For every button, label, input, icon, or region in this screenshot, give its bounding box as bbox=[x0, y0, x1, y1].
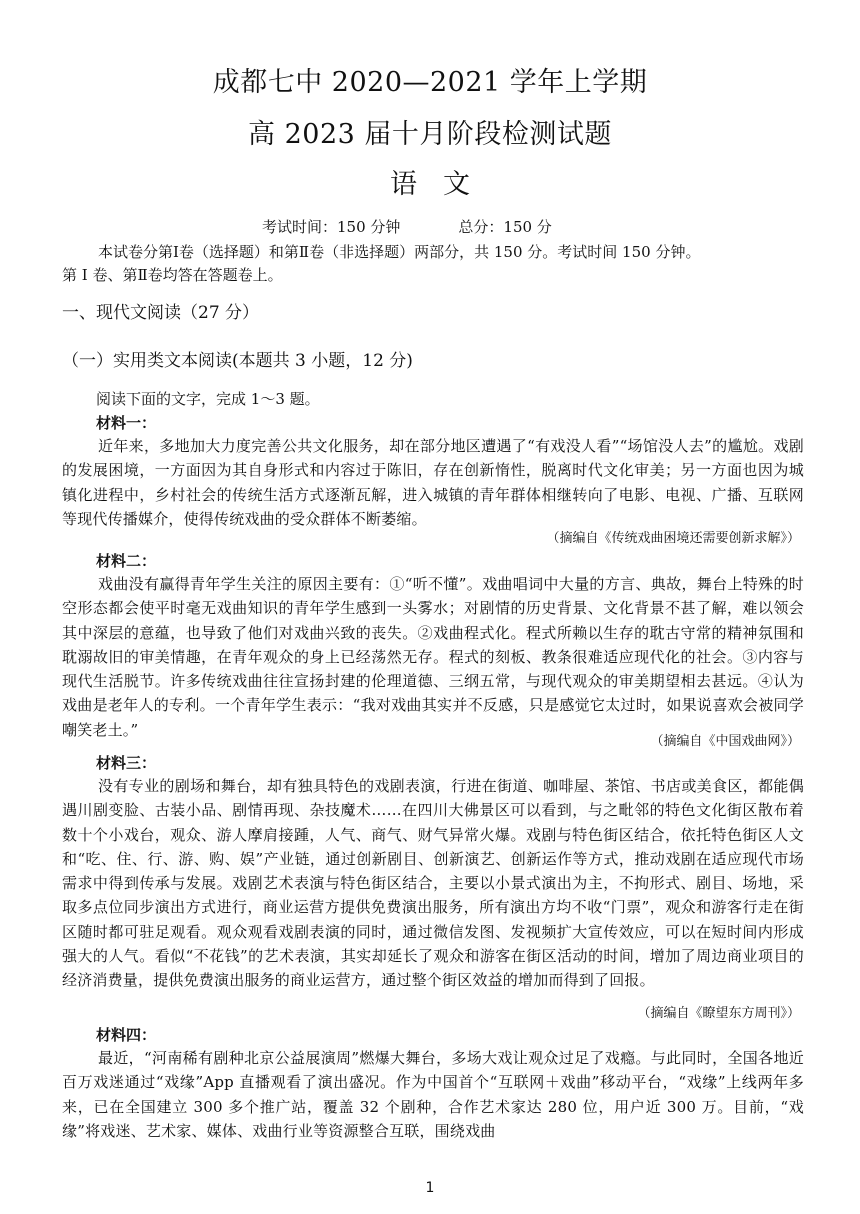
subject-title: 语文 bbox=[390, 169, 496, 200]
instructions-line1: 本试卷分第Ⅰ卷（选择题）和第Ⅱ卷（非选择题）两部分，共 150 分。考试时间 150 分钟。 bbox=[98, 243, 701, 261]
material-source: （摘编自《瞭望东方周刊》） bbox=[637, 1006, 800, 1021]
exam-title: 成都七中 2020—2021 学年上学期 bbox=[212, 67, 648, 98]
total-score: 总分：150 分 bbox=[458, 218, 552, 236]
exam-meta bbox=[262, 216, 552, 237]
material-text: 最近，“河南稀有剧种北京公益展演周”燃爆大舞台，多场大戏让观众过足了戏瘾。与此同时，全国各地近百万戏迷通过“戏缘”App 直播观看了演出盛况。作为中国首个“互联网＋戏曲”移动平台，“戏缘”上线两年多来，已在全国建立 300 多个推广站，覆盖 32 个剧种，合作艺术家达 280 位，用户近 300 万。目前，“戏缘”将戏迷、艺术家、媒体、戏曲行业等资源整合互联，围绕戏曲 bbox=[62, 1049, 804, 1140]
material-text: 近年来，多地加大力度完善公共文化服务，却在部分地区遭遇了“有戏没人看”“场馆没人去”的尴尬。戏剧的发展困境，一方面因为其自身形式和内容过于陈旧，存在创新惰性，脱离时代文化审美；另一方面也因为城镇化进程中，乡村社会的传统生活方式逐渐瓦解，进入城镇的青年群体相继转向了电影、电视、广播、互联网等现代传播媒介，使得传统戏曲的受众群体不断萎缩。 bbox=[62, 437, 804, 528]
material-label: 材料一： bbox=[96, 414, 157, 432]
reading-prompt: 阅读下面的文字，完成 1～3 题。 bbox=[96, 390, 320, 408]
instructions-line2: 第 Ⅰ 卷、第Ⅱ卷均答在答题卷上。 bbox=[62, 266, 283, 284]
subsection-heading: （一）实用类文本阅读(本题共 3 小题，12 分) bbox=[62, 351, 413, 371]
material-source: （摘编自《中国戏曲网》） bbox=[650, 734, 800, 749]
exam-subtitle: 高 2023 届十月阶段检测试题 bbox=[248, 119, 612, 150]
section-heading: 一、现代文阅读（27 分） bbox=[62, 303, 260, 323]
material-label: 材料四： bbox=[96, 1026, 157, 1044]
material-label: 材料三： bbox=[96, 754, 157, 772]
page-number: 1 bbox=[425, 1180, 435, 1196]
material-source: （摘编自《传统戏曲困境还需要创新求解》） bbox=[546, 531, 800, 546]
material-text: 戏曲没有赢得青年学生关注的原因主要有：①“听不懂”。戏曲唱词中大量的方言、典故，舞台上特殊的时空形态都会使平时毫无戏曲知识的青年学生感到一头雾水；对剧情的历史背景、文化背景不甚了解，难以领会其中深层的意蕴，也导致了他们对戏曲兴致的丧失。②戏曲程式化。程式所赖以生存的耽古守常的精神氛围和耽溺故旧的审美情趣，在青年观众的身上已经荡然无存。程式的刻板、教条很难适应现代化的社会。③内容与现代生活脱节。许多传统戏曲往往宣扬封建的伦理道德、三纲五常，与现代观众的审美期望相去甚远。④认为戏曲是老年人的专利。一个青年学生表示：“我对戏曲其实并不反感，只是感觉它太过时，如果说喜欢会被同学嘲笑老土。” bbox=[62, 575, 804, 739]
exam-time: 考试时间：150 分钟 bbox=[262, 218, 401, 236]
material-label: 材料二： bbox=[96, 552, 157, 570]
material-text: 没有专业的剧场和舞台，却有独具特色的戏剧表演，行进在街道、咖啡屋、茶馆、书店或美食区，都能偶遇川剧变脸、古装小品、剧情再现、杂技魔术……在四川大佛景区可以看到，与之毗邻的特色文化街区散布着数十个小戏台，观众、游人摩肩接踵，人气、商气、财气异常火爆。戏剧与特色街区结合，依托特色街区人文和“吃、住、行、游、购、娱”产业链，通过创新剧目、创新演艺、创新运作等方式，推动戏剧在适应现代市场需求中得到传承与发展。戏剧艺术表演与特色街区结合，主要以小景式演出为主，不拘形式、剧目、场地，采取多点位同步演出方式进行，商业运营方提供免费演出服务，所有演出方均不收“门票”，观众和游客行走在街区随时都可驻足观看。观众观看戏剧表演的同时，通过微信发图、发视频扩大宣传效应，可以在短时间内形成强大的人气。看似“不花钱”的艺术表演，其实却延长了观众和游客在街区活动的时间，增加了周边商业项目的经济消费量，提供免费演出服务的商业运营方，通过整个街区效益的增加而得到了回报。 bbox=[62, 777, 804, 990]
